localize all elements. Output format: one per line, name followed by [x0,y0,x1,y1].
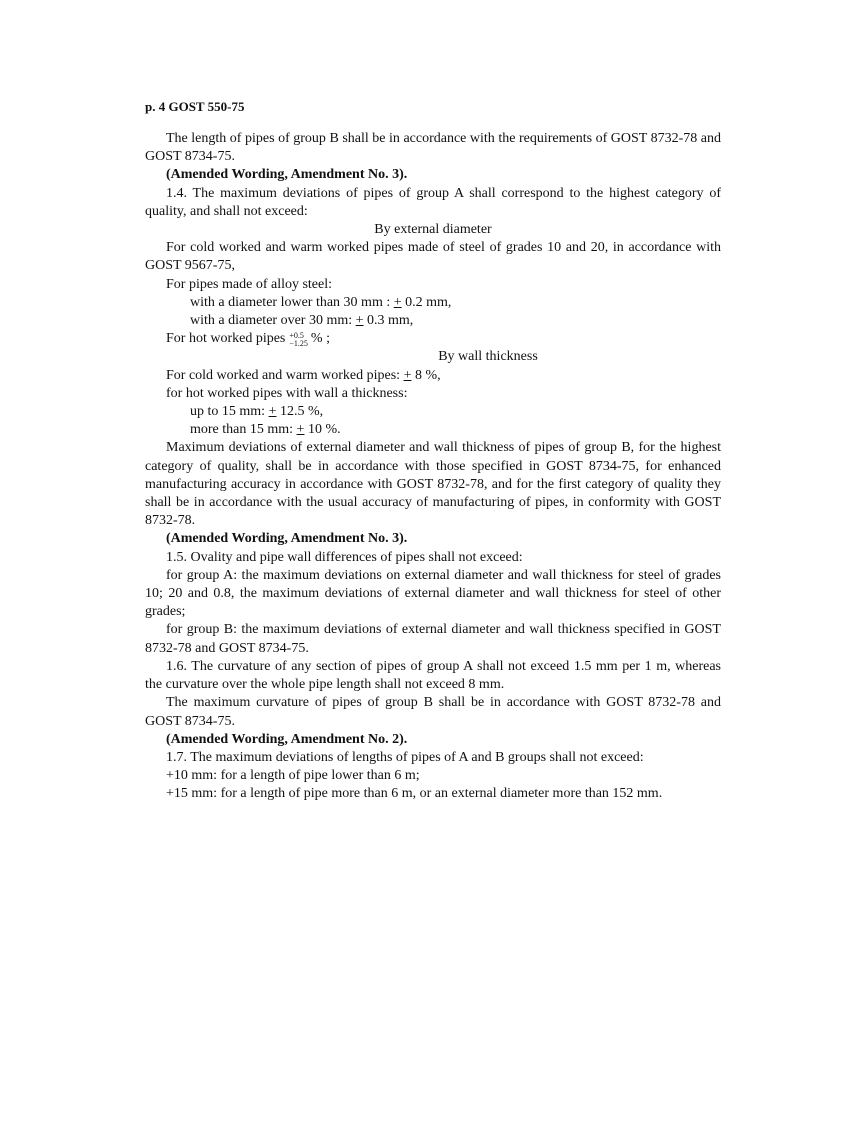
paragraph: 1.4. The maximum deviations of pipes of group A shall correspond to the highest category of quality, and shall not exceed: [145,185,721,219]
paragraph: For hot worked pipes +0.5 −1.25 % ; [166,331,330,349]
paragraph: 1.6. The curvature of any section of pipes of group A shall not exceed 1.5 mm per 1 m, whereas the curvature over the whole pipe length shall not exceed 8 mm. [145,658,721,693]
list-item: up to 15 mm: + 12.5 %, [190,404,324,420]
paragraph: +15 mm: for a length of pipe more than 6 m, or an external diameter more than 152 mm. [166,786,663,802]
plus-minus-sign: + [355,313,364,329]
paragraph: +10 mm: for a length of pipe lower than 6 m; [166,768,420,784]
paragraph: 1.5. Ovality and pipe wall differences of pipes shall not exceed: [166,549,523,565]
list-item: with a diameter lower than 30 mm : + 0.2 mm, [190,294,452,310]
section-heading: By external diameter [374,222,492,238]
paragraph: 1.7. The maximum deviations of lengths of pipes of A and B groups shall not exceed: [166,749,644,765]
page-header: p. 4 GOST 550-75 [145,99,245,114]
amendment-note: (Amended Wording, Amendment No. 2). [166,731,408,747]
plus-minus-sign: + [393,294,402,310]
plus-minus-sign: + [296,422,305,438]
paragraph: for hot worked pipes with wall a thickness: [166,385,408,401]
paragraph: for group A: the maximum deviations on external diameter and wall thickness for steel of grades 10; 20 and 0.8, the maximum deviations of external diameter and wall thickness for steel of other grades; [145,567,721,620]
paragraph: for group B: the maximum deviations of external diameter and wall thickness specified in GOST 8732-78 and GOST 8734-75. [145,622,721,656]
section-heading: By wall thickness [438,349,538,365]
paragraph: For cold worked and warm worked pipes made of steel of grades 10 and 20, in accordance with GOST 9567-75, [145,240,721,274]
paragraph: Maximum deviations of external diameter and wall thickness of pipes of group B, for the highest category of quality, shall be in accordance with those specified in GOST 8734-75, for enhanced manufacturing accuracy in accordance with GOST 8732-78, and for the first category of quality they shall be in accordance with the usual accuracy of manufacturing of pipes, in conformity with GOST 8732-78. [145,440,721,529]
document-page [145,98,721,804]
amendment-note: (Amended Wording, Amendment No. 3). [166,167,408,183]
list-item: with a diameter over 30 mm: + 0.3 mm, [190,313,414,329]
list-item: more than 15 mm: + 10 %. [190,422,341,438]
paragraph: For pipes made of alloy steel: [166,276,333,292]
tolerance-fraction: +0.5 −1.25 [289,331,308,349]
paragraph: For cold worked and warm worked pipes: + 8 %, [166,367,441,383]
plus-minus-sign: + [403,367,412,383]
plus-minus-sign: + [268,404,277,420]
paragraph: The maximum curvature of pipes of group B shall be in accordance with GOST 8732-78 and GOST 8734-75. [145,695,721,729]
paragraph: The length of pipes of group B shall be in accordance with the requirements of GOST 8732-78 and GOST 8734-75. [145,131,721,165]
amendment-note: (Amended Wording, Amendment No. 3). [166,531,408,547]
